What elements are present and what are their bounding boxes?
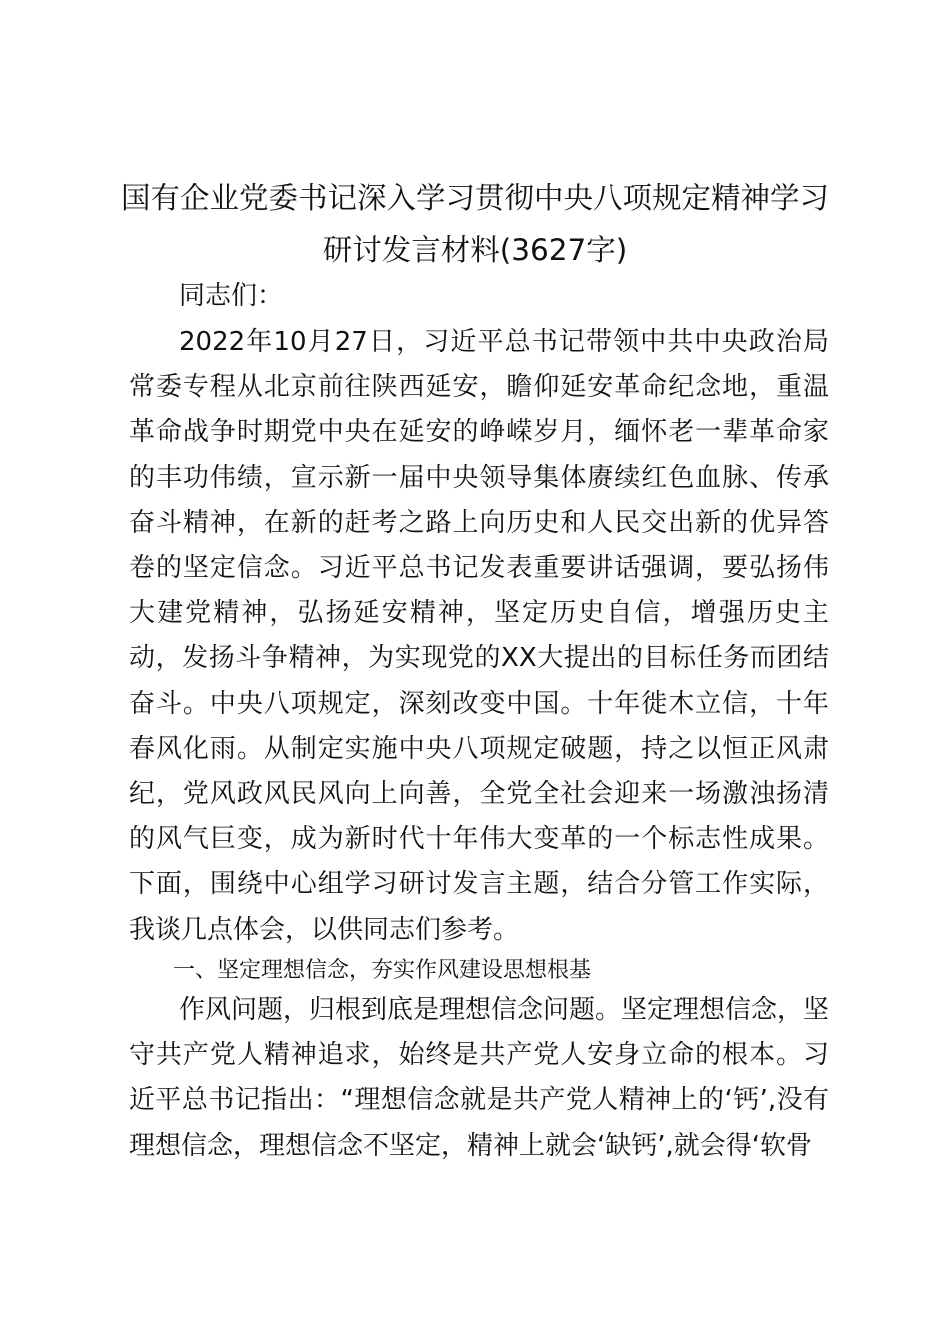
- paragraph-intro: 2022年10月27日，习近平总书记带领中共中央政治局常委专程从北京前往陕西延安，瞻仰延安革命纪念地，重温革命战争时期党中央在延安的峥嵘岁月，缅怀老一辈革命家的丰功伟绩，宣示新一届中央领导集体赓续红色血脉、传承奋斗精神，在新的赶考之路上向历史和人民交出新的优异答卷的坚定信念。习近平总书记发表重要讲话强调，要弘扬伟大建党精神，弘扬延安精神，坚定历史自信，增强历史主动，发扬斗争精神，为实现党的XX大提出的目标任务而团结奋斗。中央八项规定，深刻改变中国。十年徙木立信，十年春风化雨。从制定实施中央八项规定破题，持之以恒正风肃纪，党风政风民风向上向善，全党全社会迎来一场激浊扬清的风气巨变，成为新时代十年伟大变革的一个标志性成果。下面，围绕中心组学习研讨发言主题，结合分管工作实际，我谈几点体会，以供同志们参考。: [129, 327, 829, 945]
- document-title: 国有企业党委书记深入学习贯彻中央八项规定精神学习研讨发言材料(3627字): [120, 181, 829, 267]
- section-heading-1: 一、坚定理想信念，夯实作风建设思想根基: [173, 958, 592, 983]
- paragraph-section-1: 作风问题，归根到底是理想信念问题。坚定理想信念，坚守共产党人精神追求，始终是共产党人安身立命的根本。习近平总书记指出：“理想信念就是共产党人精神上的‘钙’,没有理想信念，理想信念不坚定，精神上就会‘缺钙’,就会得‘软骨: [129, 995, 830, 1161]
- greeting: 同志们：: [179, 281, 284, 311]
